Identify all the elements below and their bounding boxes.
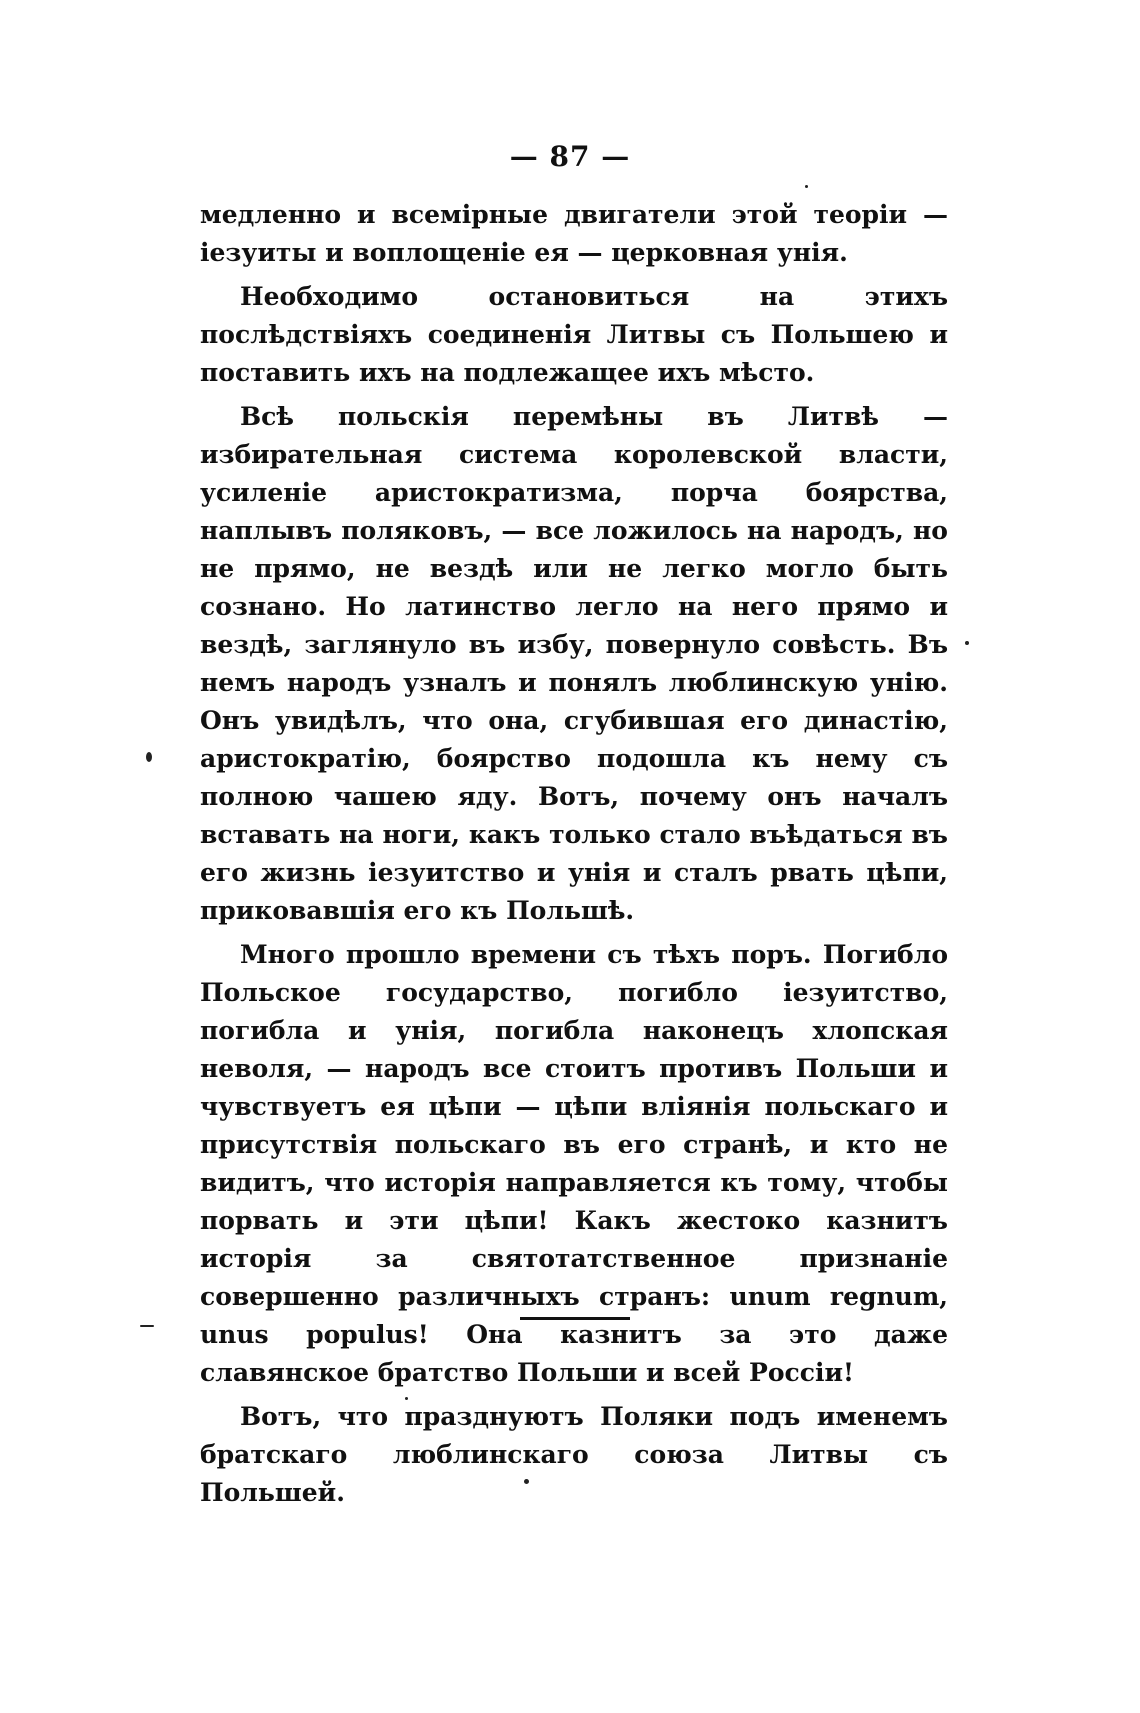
scan-speck xyxy=(524,1479,529,1484)
paragraph-4: Много прошло времени съ тѣхъ поръ. Погибло Польское государство, погибло іезуитство, погибла и унія, погибла наконецъ хлопская неволя, — народъ все стоитъ противъ Польши и чувствуетъ ея цѣпи — цѣпи вліянія польскаго и присутствія польскаго въ его странѣ, и кто не видитъ, что исторія направляется къ тому, чтобы порвать и эти цѣпи! Какъ жестоко казнитъ исторія за святотатственное признаніе совершенно различныхъ странъ: unum regnum, unus populus! Она казнитъ за это даже славянское братство Польши и всей Россіи! xyxy=(200,940,948,1387)
page-number: — 87 — xyxy=(509,140,631,173)
scan-speck xyxy=(146,752,152,762)
paragraph-5: Вотъ, что празднуютъ Поляки подъ именемъ братскаго люблинскаго союза Литвы съ Польшей. xyxy=(200,1402,948,1507)
scan-speck xyxy=(805,185,808,188)
scan-speck xyxy=(965,641,969,645)
paragraph-1: медленно и всемірные двигатели этой теоріи — іезуиты и воплощеніе ея — церковная унія. xyxy=(200,200,948,267)
paragraph-2: Необходимо остановиться на этихъ послѣдствіяхъ соединенія Литвы съ Польшею и поставить ихъ на подлежащее ихъ мѣсто. xyxy=(200,282,948,387)
scan-speck xyxy=(405,1397,408,1400)
paragraph-3: Всѣ польскія перемѣны въ Литвѣ — избирательная система королевской власти, усиленіе аристократизма, порча боярства, наплывъ поляковъ, — все ложилось на народъ, но не прямо, не вездѣ или не легко могло быть сознано. Но латинство легло на него прямо и вездѣ, заглянуло въ избу, повернуло совѣсть. Въ немъ народъ узналъ и понялъ люблинскую унію. Онъ увидѣлъ, что она, сгубившая его династію, аристократію, боярство подошла къ нему съ полною чашею яду. Вотъ, почему онъ началъ вставать на ноги, какъ только стало въѣдаться въ его жизнь іезуитство и унія и сталъ рвать цѣпи, приковавшія его къ Польшѣ. xyxy=(200,402,948,925)
scan-speck xyxy=(140,1325,154,1327)
section-divider xyxy=(520,1317,630,1320)
